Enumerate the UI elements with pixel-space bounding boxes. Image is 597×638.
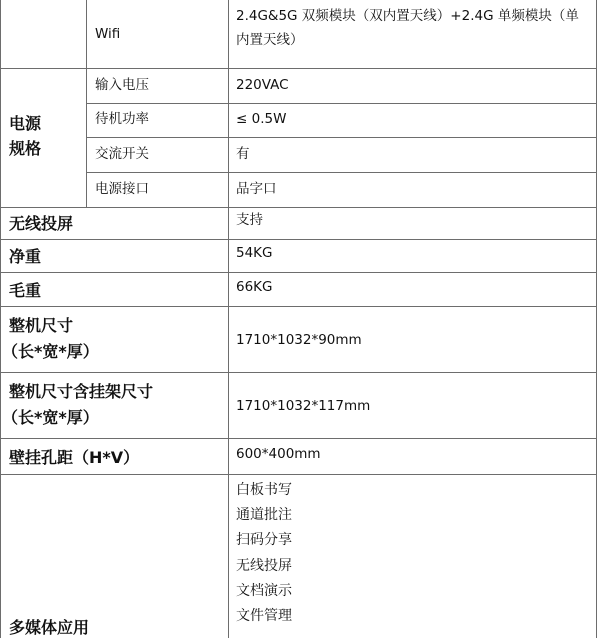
feature-item: 白板书写 [236,482,292,498]
row-divider [0,207,597,208]
power-ac-switch-value: 有 [236,146,250,162]
size-label-line2: （长*宽*厚） [2,342,99,361]
power-input-voltage-value: 220VAC [236,77,289,93]
size-label-line1: 整机尺寸 [9,316,74,335]
column-divider-value [228,0,229,638]
size-bracket-label-line2: （长*宽*厚） [2,408,99,427]
size-bracket-value: 1710*1032*117mm [236,398,371,414]
features-label: 多媒体应用 [9,618,90,637]
row-divider [86,103,597,104]
size-bracket-label-line1: 整机尺寸含挂架尺寸 [9,382,154,401]
row-divider [0,68,597,69]
feature-item: 无线投屏 [236,558,292,574]
row-divider [0,306,597,307]
size-value: 1710*1032*90mm [236,332,362,348]
power-group-label-2: 规格 [9,139,42,158]
power-group-label: 电源 [9,114,42,133]
power-interface-value: 品字口 [236,181,277,197]
wifi-value-line2: 内置天线） [236,32,304,48]
power-ac-switch-label: 交流开关 [95,146,149,162]
wall-mount-label: 壁挂孔距（H*V） [9,448,140,467]
power-standby-label: 待机功率 [95,111,149,127]
row-divider [0,474,597,475]
gross-weight-label: 毛重 [9,281,42,300]
power-input-voltage-label: 输入电压 [95,77,149,93]
net-weight-value: 54KG [236,245,273,261]
wifi-label: Wifi [95,26,121,42]
wall-mount-value: 600*400mm [236,446,321,462]
feature-item: 文档演示 [236,583,292,599]
wireless-label: 无线投屏 [9,214,74,233]
row-divider [0,438,597,439]
row-divider [0,272,597,273]
row-divider [0,372,597,373]
wireless-value: 支持 [236,212,263,228]
table-border-left [0,0,1,638]
gross-weight-value: 66KG [236,279,273,295]
feature-item: 通道批注 [236,507,292,523]
wifi-value-line1: 2.4G&5G 双频模块（双内置天线）+2.4G 单频模块（单 [236,8,579,24]
row-divider [0,239,597,240]
row-divider [86,137,597,138]
row-divider [86,172,597,173]
feature-item: 文件管理 [236,608,292,624]
power-standby-value: ≤ 0.5W [236,111,287,127]
feature-item: 扫码分享 [236,532,292,548]
net-weight-label: 净重 [9,247,42,266]
column-divider-sub [86,0,87,208]
power-interface-label: 电源接口 [95,181,149,197]
